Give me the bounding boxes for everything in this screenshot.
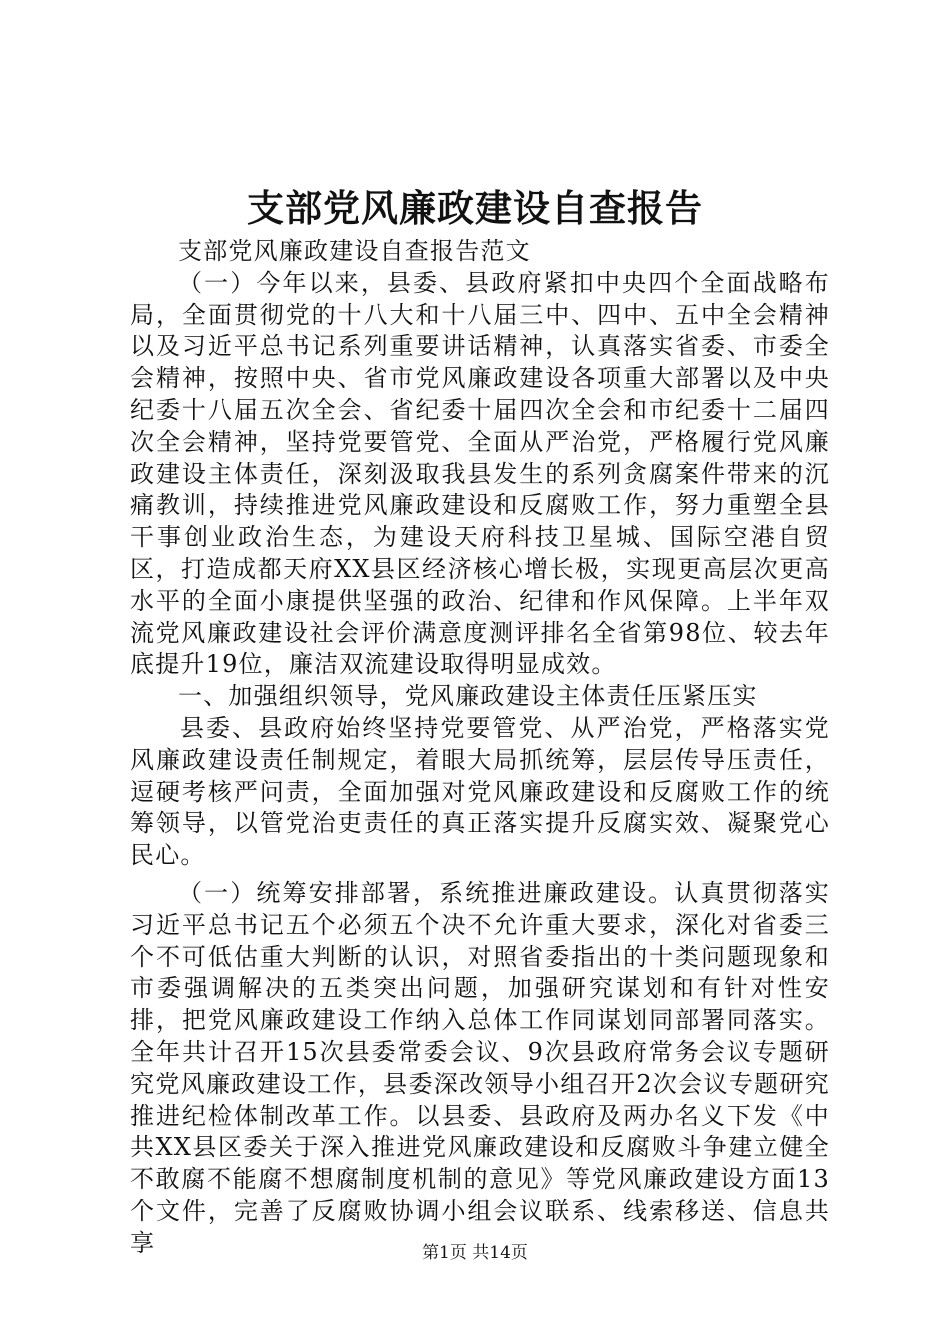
paragraph-intro: （一）今年以来，县委、县政府紧扣中央四个全面战略布局，全面贯彻党的十八大和十八届三中、四中、五中全会精神以及习近平总书记系列重要讲话精神，认真落实省委、市委全会精神，按照中央、省市党风廉政建设各项重大部署以及中央纪委十八届五次全会、省纪委十届四次全会和市纪委十二届四次全会精神，坚持党要管党、全面从严治党，严格履行党风廉政建设主体责任，深刻汲取我县发生的系列贪腐案件带来的沉痛教训，持续推进党风廉政建设和反腐败工作，努力重塑全县干事创业政治生态，为建设天府科技卫星城、国际空港自贸区，打造成都天府XX县区经济核心增长极，实现更高层次更高水平的全面小康提供坚强的政治、纪律和作风保障。上半年双流党风廉政建设社会评价满意度测评排名全省第98位、较去年底提升19位，廉洁双流建设取得明显成效。 — [130, 268, 830, 679]
document-subtitle: 支部党风廉政建设自查报告范文 — [178, 237, 531, 265]
document-body — [130, 236, 830, 1260]
paragraph-subsection-1: （一）统筹安排部署，系统推进廉政建设。认真贯彻落实习近平总书记五个必须五个决不允许重大要求，深化对省委三个不可低估重大判断的认识，对照省委指出的十类问题现象和市委强调解决的五类突出问题，加强研究谋划和有针对性安排，把党风廉政建设工作纳入总体工作同谋划同部署同落实。全年共计召开15次县委常委会议、9次县政府常务会议专题研究党风廉政建设工作，县委深改领导小组召开2次会议专题研究推进纪检体制改革工作。以县委、县政府及两办名义下发《中共XX县区委关于深入推进党风廉政建设和反腐败斗争建立健全不敢腐不能腐不想腐制度机制的意见》等党风廉政建设方面13个文件，完善了反腐败协调小组会议联系、线索移送、信息共享 — [130, 878, 830, 1257]
paragraph-section-1: 县委、县政府始终坚持党要管党、从严治党，严格落实党风廉政建设责任制规定，着眼大局抓统筹，层层传导压责任，逗硬考核严问责，全面加强对党风廉政建设和反腐败工作的统筹领导，以管党治吏责任的真正落实提升反腐实效、凝聚党心民心。 — [130, 713, 830, 870]
document-title: 支部党风廉政建设自查报告 — [247, 186, 703, 230]
page-number-footer: 第1页 共14页 — [422, 1243, 528, 1263]
section-heading-1: 一、加强组织领导，党风廉政建设主体责任压紧压实 — [178, 682, 758, 711]
